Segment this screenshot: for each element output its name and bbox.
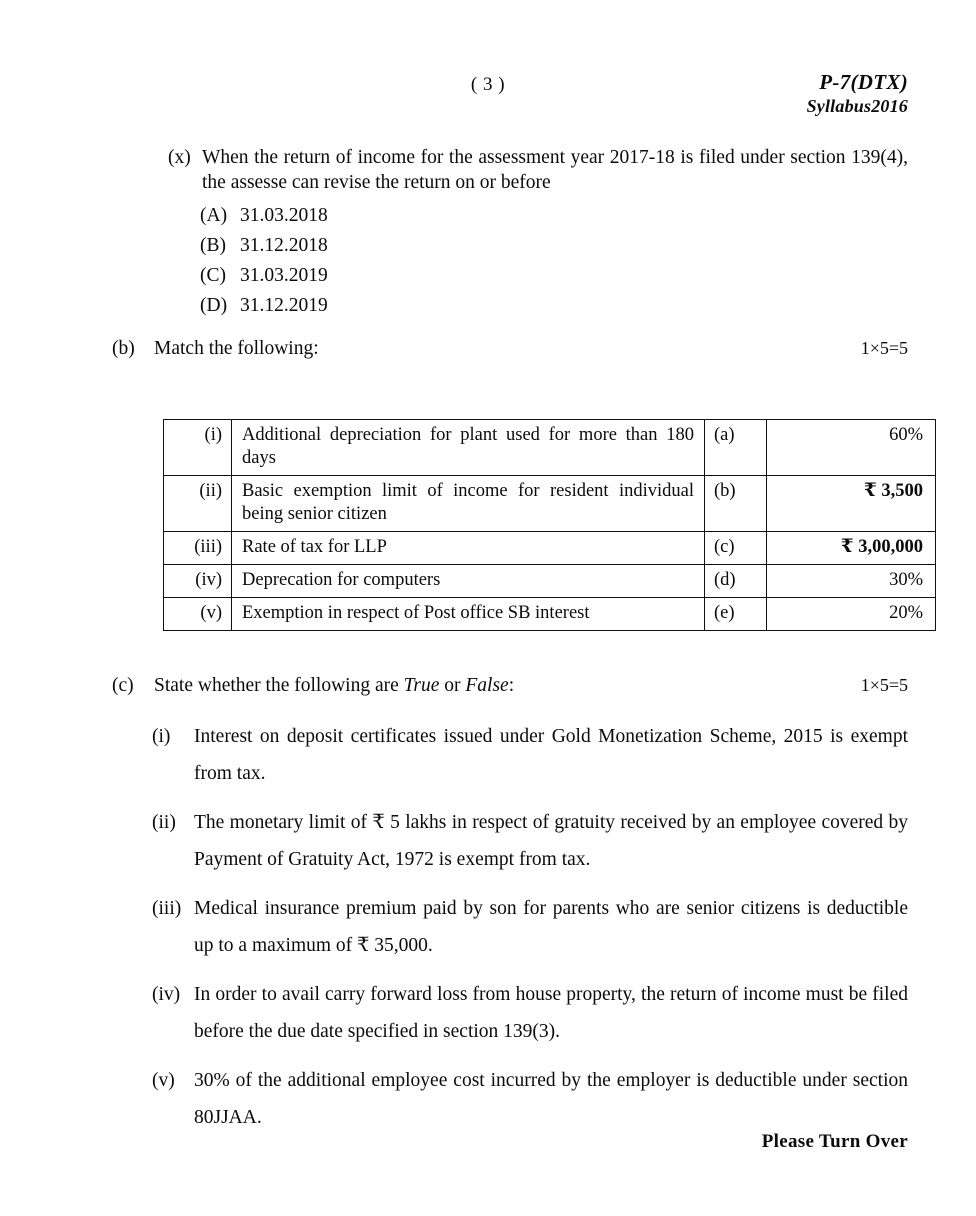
part-c-title-before: State whether the following are [154, 675, 404, 696]
option-a-text: 31.03.2018 [240, 205, 328, 226]
list-item-text: Medical insurance premium paid by son for parents who are senior citizens is deductible up to a maximum of ₹ 35,000. [194, 898, 908, 956]
list-item [152, 890, 908, 964]
list-item [152, 976, 908, 1050]
row-value: 30% [767, 565, 936, 598]
option-c[interactable] [200, 261, 908, 291]
match-the-following-table [163, 419, 936, 631]
list-item-marker: (v) [152, 1070, 175, 1091]
please-turn-over-footer: Please Turn Over [761, 1131, 908, 1152]
syllabus-label: Syllabus2016 [806, 96, 908, 116]
row-numeral: (iv) [164, 565, 232, 598]
part-c-title-mid: or [439, 675, 466, 696]
list-item-marker: (ii) [152, 812, 176, 833]
row-alpha: (b) [705, 476, 767, 532]
row-numeral: (v) [164, 598, 232, 631]
part-b-marks: 1×5=5 [860, 338, 908, 358]
list-item-marker: (iii) [152, 898, 182, 919]
true-false-item-list [152, 718, 908, 1148]
list-item-marker: (iv) [152, 984, 181, 1005]
option-c-label: (C) [200, 265, 226, 286]
row-numeral: (i) [164, 420, 232, 476]
question-x-marker: (x) [168, 147, 191, 168]
row-alpha: (a) [705, 420, 767, 476]
option-b-label: (B) [200, 235, 226, 256]
row-numeral: (ii) [164, 476, 232, 532]
part-c-heading [112, 675, 908, 697]
option-d[interactable] [200, 291, 908, 321]
part-c-title-false: False [465, 675, 509, 696]
option-d-label: (D) [200, 295, 228, 316]
question-x-text: When the return of income for the assessment year 2017-18 is filed under section 139(4), the assesse can revise the return on or before [202, 147, 908, 193]
list-item [152, 804, 908, 878]
part-b-title: Match the following: [154, 338, 319, 359]
table-row [164, 420, 936, 476]
question-x [168, 145, 908, 321]
list-item-marker: (i) [152, 726, 171, 747]
row-description: Exemption in respect of Post office SB interest [232, 598, 705, 631]
option-d-text: 31.12.2019 [240, 295, 328, 316]
row-alpha: (c) [705, 532, 767, 565]
row-alpha: (d) [705, 565, 767, 598]
part-c-marks: 1×5=5 [860, 675, 908, 695]
row-value: ₹ 3,00,000 [767, 532, 936, 565]
table-row [164, 598, 936, 631]
row-value: 60% [767, 420, 936, 476]
option-a-label: (A) [200, 205, 228, 226]
page-number: ( 3 ) [470, 74, 506, 95]
row-description: Additional depreciation for plant used for more than 180 days [232, 420, 705, 476]
table-row [164, 476, 936, 532]
part-b-heading [112, 338, 908, 360]
row-value: ₹ 3,500 [767, 476, 936, 532]
row-value: 20% [767, 598, 936, 631]
table-row [164, 565, 936, 598]
part-b-label: (b) [112, 338, 135, 359]
list-item [152, 1062, 908, 1136]
row-description: Rate of tax for LLP [232, 532, 705, 565]
paper-code: P-7(DTX) [819, 70, 908, 94]
list-item-text: Interest on deposit certificates issued under Gold Monetization Scheme, 2015 is exempt from tax. [194, 726, 908, 784]
list-item-text: 30% of the additional employee cost incurred by the employer is deductible under section 80JJAA. [194, 1070, 908, 1128]
row-alpha: (e) [705, 598, 767, 631]
list-item [152, 718, 908, 792]
part-c-title-true: True [403, 675, 440, 696]
list-item-text: In order to avail carry forward loss from house property, the return of income must be filed before the due date specified in section 139(3). [194, 984, 908, 1042]
table-row [164, 532, 936, 565]
row-description: Deprecation for computers [232, 565, 705, 598]
list-item-text: The monetary limit of ₹ 5 lakhs in respect of gratuity received by an employee covered by Payment of Gratuity Act, 1972 is exempt from tax. [194, 812, 908, 870]
option-b-text: 31.12.2018 [240, 235, 328, 256]
part-c-title-after: : [508, 675, 515, 696]
row-numeral: (iii) [164, 532, 232, 565]
question-x-stem [168, 145, 908, 195]
page-header [0, 70, 976, 134]
question-x-option-list [168, 201, 908, 321]
part-c-label: (c) [112, 675, 134, 696]
option-b[interactable] [200, 231, 908, 261]
option-a[interactable] [200, 201, 908, 231]
row-description: Basic exemption limit of income for resident individual being senior citizen [232, 476, 705, 532]
option-c-text: 31.03.2019 [240, 265, 328, 286]
